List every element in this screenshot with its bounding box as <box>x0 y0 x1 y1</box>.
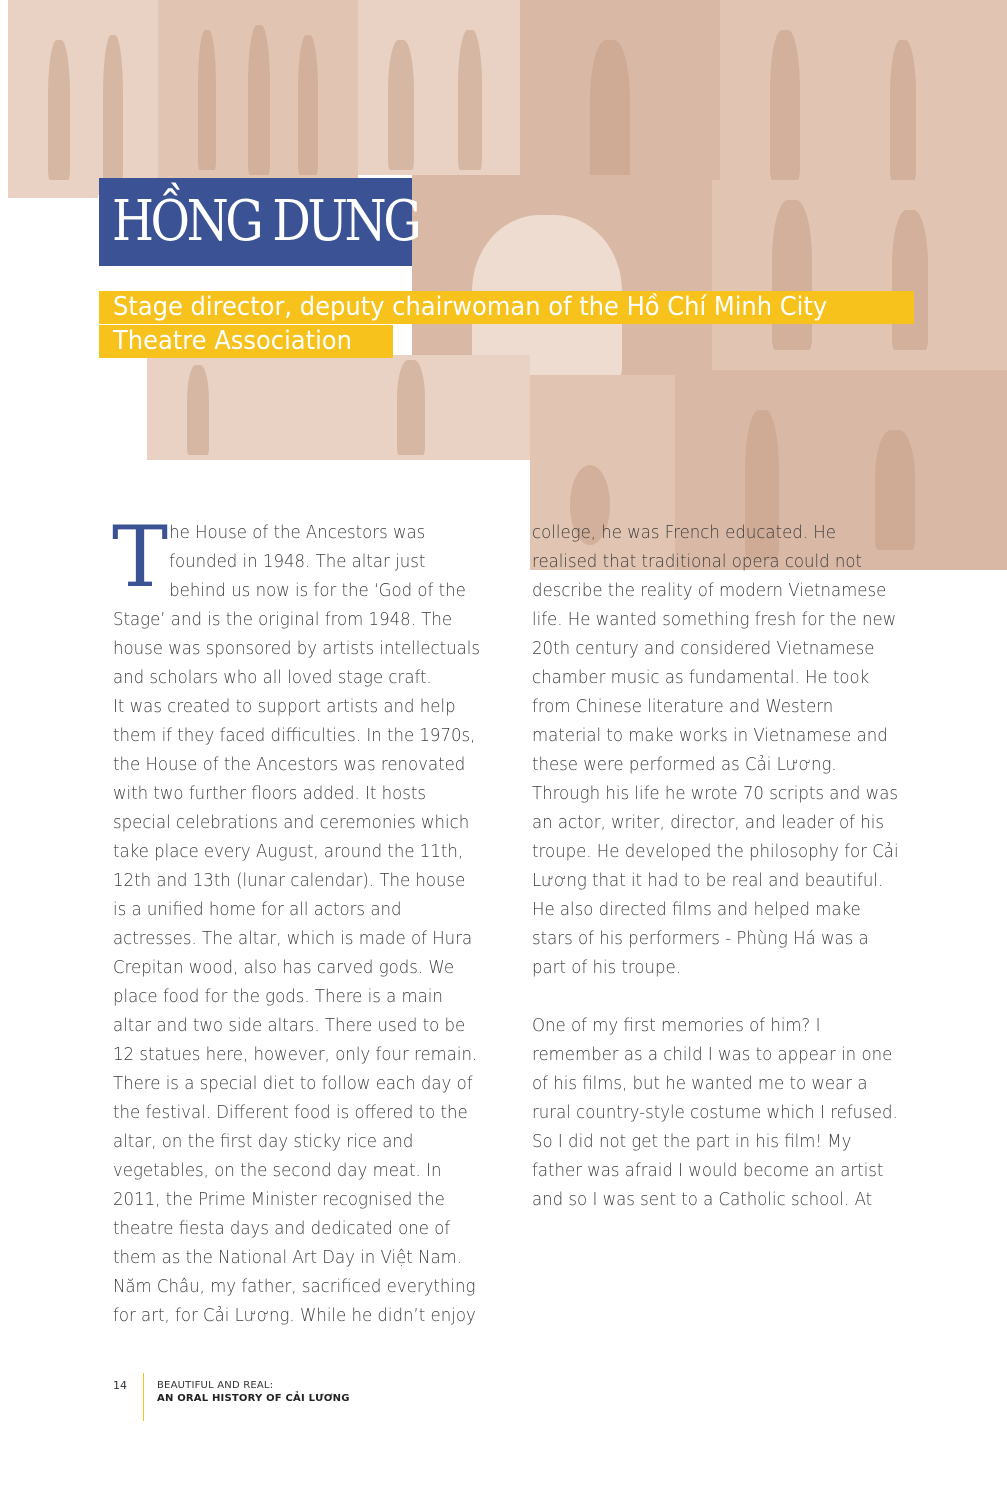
text-line: Năm Châu, my father, sacrificed everything <box>113 1276 476 1297</box>
text-line: Crepitan wood, also has carved gods. We <box>113 957 455 978</box>
subtitle-line: Stage director, deputy chairwoman of the Hồ Chí Minh City <box>113 292 828 322</box>
collage-photo <box>712 180 1007 370</box>
text-line: It was created to support artists and help <box>113 696 456 717</box>
text-line: 20th century and considered Vietnamese <box>532 638 875 659</box>
text-line: and scholars who all loved stage craft. <box>113 667 432 688</box>
text-line: theatre fiesta days and dedicated one of <box>113 1218 451 1239</box>
text-line: place food for the gods. There is a main <box>113 986 443 1007</box>
text-line: part of his troupe. <box>532 957 681 978</box>
collage-photo <box>158 0 358 180</box>
subtitle-line: Theatre Association <box>113 326 352 356</box>
photo-collage <box>0 0 1007 580</box>
text-line: There is a special diet to follow each day of <box>113 1073 473 1094</box>
text-line: 12 statues here, however, only four remain. <box>113 1044 478 1065</box>
text-line: take place every August, around the 11th, <box>113 841 464 862</box>
text-line: father was afraid I would become an artist <box>532 1160 884 1181</box>
text-line: 2011, the Prime Minister recognised the <box>113 1189 445 1210</box>
text-line: college, he was French educated. He <box>532 522 836 543</box>
page-title: HỒNG DUNG <box>112 189 419 254</box>
text-line: Stage’ and is the original from 1948. The <box>113 609 453 630</box>
text-line: of his films, but he wanted me to wear a <box>532 1073 868 1094</box>
text-line: founded in 1948. The altar just <box>169 551 426 572</box>
running-title: BEAUTIFUL AND REAL: <box>157 1380 274 1391</box>
text-line: and so I was sent to a Catholic school. At <box>532 1189 873 1210</box>
text-line: for art, for Cải Lương. While he didn’t enjoy <box>113 1305 476 1326</box>
text-line: them if they faced difficulties. In the 1970s, <box>113 725 476 746</box>
text-line: One of my first memories of him? I <box>532 1015 821 1036</box>
collage-photo <box>720 0 1007 180</box>
text-line: from Chinese literature and Western <box>532 696 834 717</box>
article-right-column <box>532 518 922 1214</box>
footer-divider <box>143 1373 144 1421</box>
text-line: with two further floors added. It hosts <box>113 783 427 804</box>
text-line: an actor, writer, director, and leader of his <box>532 812 884 833</box>
collage-photo <box>147 355 530 460</box>
text-line <box>532 982 891 1011</box>
collage-photo <box>8 180 98 198</box>
text-line: material to make works in Vietnamese and <box>532 725 888 746</box>
text-line: behind us now is for the ‘God of the <box>169 580 466 601</box>
text-line: life. He wanted something fresh for the new <box>532 609 897 630</box>
collage-photo <box>520 0 720 190</box>
text-line: actresses. The altar, which is made of Hura <box>113 928 473 949</box>
page-number: 14 <box>113 1379 127 1392</box>
drop-cap: T <box>112 508 169 606</box>
text-line: chamber music as fundamental. He took <box>532 667 870 688</box>
text-line: house was sponsored by artists intellectuals <box>113 638 481 659</box>
text-line: 12th and 13th (lunar calendar). The house <box>113 870 466 891</box>
collage-photo <box>412 175 712 375</box>
collage-photo <box>358 0 520 175</box>
article-left-column <box>112 508 498 1330</box>
text-line: describe the reality of modern Vietnamese <box>532 580 887 601</box>
text-line: So I did not get the part in his film! My <box>532 1131 852 1152</box>
text-line: Through his life he wrote 70 scripts and was <box>532 783 898 804</box>
text-line: them as the National Art Day in Việt Nam. <box>113 1247 462 1268</box>
text-line: Lương that it had to be real and beautiful. <box>532 870 884 891</box>
text-line: the festival. Different food is offered to the <box>113 1102 468 1123</box>
text-line: remember as a child I was to appear in one <box>532 1044 893 1065</box>
text-line: rural country-style costume which I refused. <box>532 1102 898 1123</box>
text-line: is a unified home for all actors and <box>113 899 402 920</box>
text-line: he House of the Ancestors was <box>169 522 426 543</box>
collage-photo <box>8 0 158 195</box>
text-line: special celebrations and ceremonies which <box>113 812 470 833</box>
text-line: realised that traditional opera could not <box>532 551 863 572</box>
text-line: altar and two side altars. There used to be <box>113 1015 466 1036</box>
text-line: the House of the Ancestors was renovated <box>113 754 466 775</box>
text-line: these were performed as Cải Lương. <box>532 754 837 775</box>
running-subtitle: AN ORAL HISTORY OF CẢI LƯƠNG <box>157 1393 350 1404</box>
text-line: vegetables, on the second day meat. In <box>113 1160 442 1181</box>
text-line: He also directed films and helped make <box>532 899 861 920</box>
text-line: altar, on the first day sticky rice and <box>113 1131 414 1152</box>
text-line: stars of his performers - Phùng Há was a <box>532 928 869 949</box>
text-line: troupe. He developed the philosophy for Cải <box>532 841 899 862</box>
